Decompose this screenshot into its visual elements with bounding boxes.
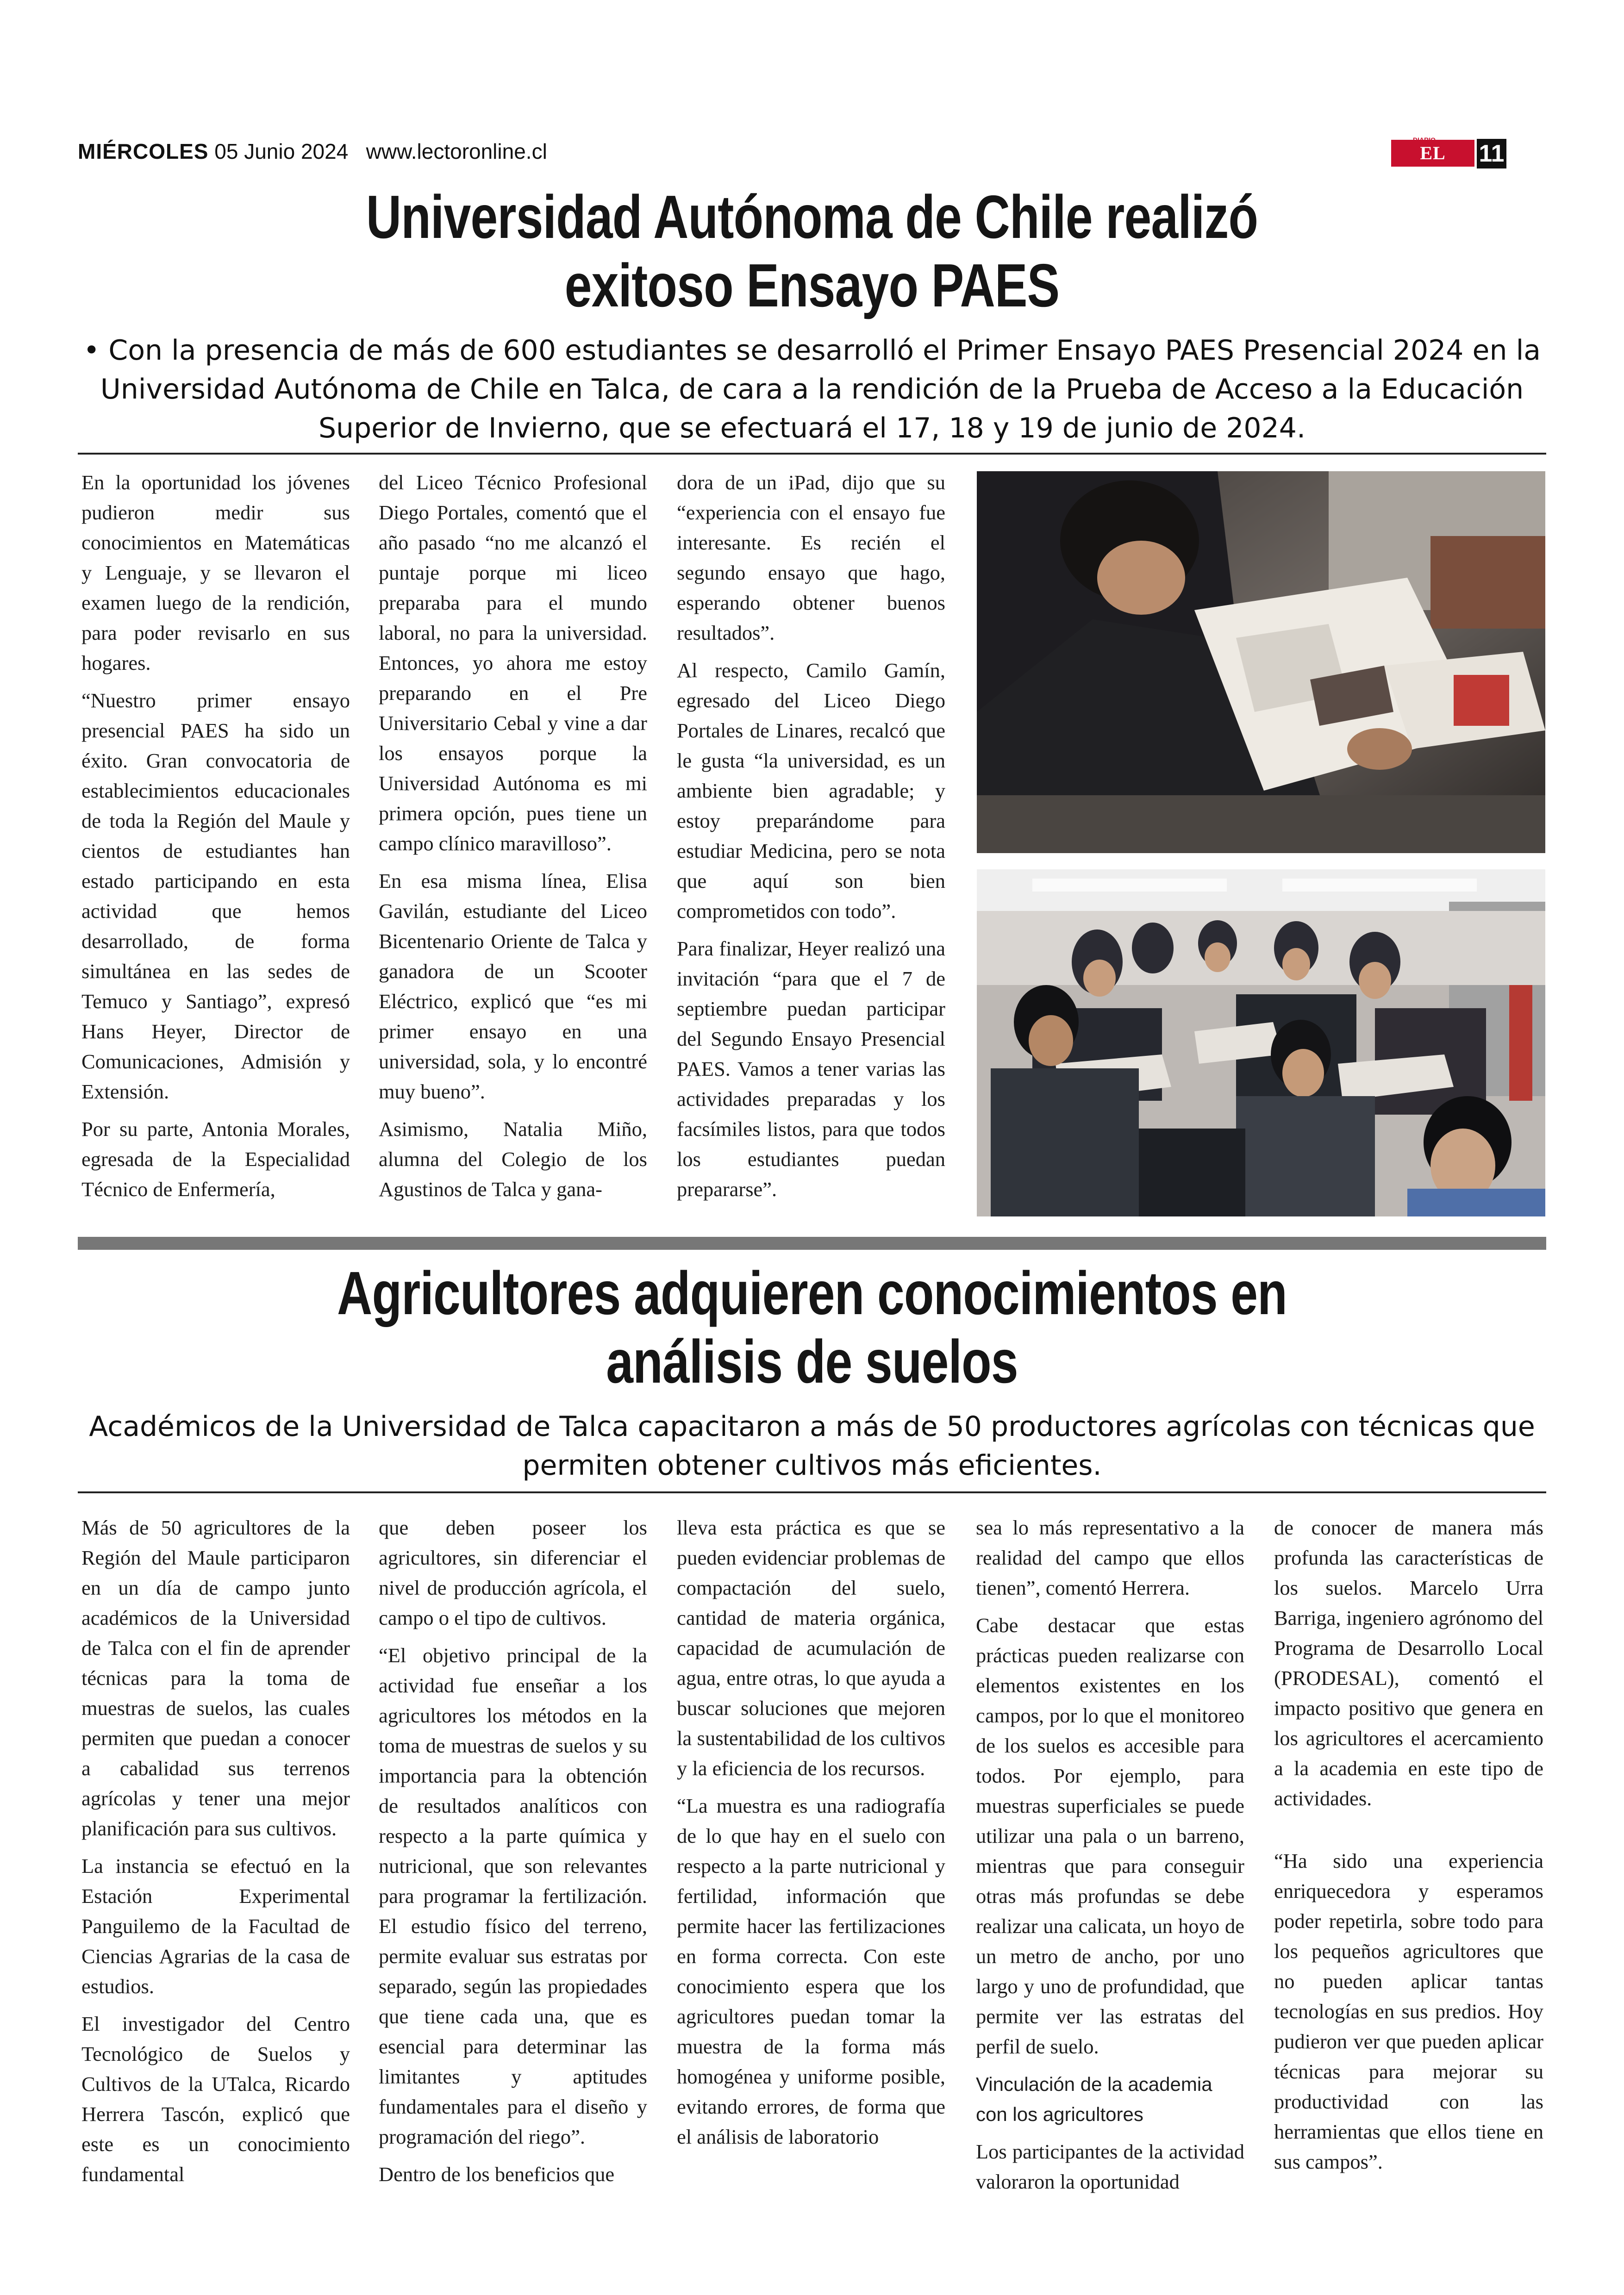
paragraph: sea lo más representativo a la realidad del campo que ellos tienen”, comentó Herrera. — [976, 1516, 1244, 1599]
paragraph: “La muestra es una radiografía de lo que hay en el suelo con respecto a la parte nutricional y fertilidad, información que permite hacer las fertilizaciones en forma correcta. Con este conocimiento espera que los agricultores puedan tomar la muestra de la forma más homogénea y uniforme posible, evitando errores, de forma que el análisis de laboratorio — [677, 1794, 945, 2148]
paragraph: Los participantes de la actividad valoraron la oportunidad — [976, 2140, 1244, 2193]
paragraph: “El objetivo principal de la actividad fue enseñar a los agricultores los métodos en la toma de muestras de suelos y su importancia para la obtención de resultados analíticos con respecto a la parte química y nutricional, que son relevantes para programar la fertilización. El estudio físico del terreno, permite evaluar sus estratas por separado, según las propiedades que tiene cada una, que es esencial para determinar las limitantes y aptitudes fundamentales para el diseño y programación del riego”. — [379, 1644, 647, 2148]
page-number: 11 — [1477, 139, 1506, 168]
paragraph: Por su parte, Antonia Morales, egresada de la Especialidad Técnico de Enfermería, — [81, 1117, 350, 1201]
paragraph: dora de un iPad, dijo que su “experiencia con el ensayo fue interesante. Es recién el segundo ensayo que hago, esperando obtener buenos resultados”. — [677, 471, 945, 644]
paragraph: Para finalizar, Heyer realizó una invitación “para que el 7 de septiembre puedan participar del Segundo Ensayo Presencial PAES. Vamos a tener varias las actividades preparadas y los facsímiles listos, para que todos los estudiantes puedan prepararse”. — [677, 937, 945, 1201]
paragraph: Asimismo, Natalia Miño, alumna del Colegio de los Agustinos de Talca y gana- — [379, 1117, 647, 1201]
date: 05 Junio 2024 — [214, 139, 349, 163]
article2-column-2 — [379, 1513, 647, 2197]
page-header-date — [78, 139, 547, 164]
paragraph: “Nuestro primer ensayo presencial PAES ha sido un éxito. Gran convocatoria de establecimientos educacionales de toda la Región del Maule y cientos de estudiantes han estado participando en esta actividad que hemos desarrollado, de forma simultánea en las sedes de Temuco y Santiago”, expresó Hans Heyer, Director de Comunicaciones, Admisión y Extensión. — [81, 689, 350, 1103]
photo-classroom-students — [977, 869, 1545, 1216]
paragraph: El investigador del Centro Tecnológico de Suelos y Cultivos de la UTalca, Ricardo Herrera Tascón, explicó que este es un conocimiento fundamental — [81, 2012, 350, 2186]
article1-column-1 — [81, 468, 350, 1212]
paragraph: Al respecto, Camilo Gamín, egresado del Liceo Diego Portales de Linares, recalcó que le gusta “la universidad, es un ambiente bien agradable; y estoy preparándome para estudiar Medicina, pero se nota que aquí son bien comprometidos con todo”. — [677, 659, 945, 923]
paragraph: del Liceo Técnico Profesional Diego Portales, comentó que el año pasado “no me alcanzó el puntaje porque mi liceo preparaba para el mundo laboral, no para la universidad. Entonces, yo ahora me estoy preparando en el Pre Universitario Cebal y vine a dar los ensayos porque la Universidad Autónoma es mi primera opción, pues tiene un campo clínico maravilloso”. — [379, 471, 647, 855]
section-separator — [78, 1237, 1546, 1250]
article2-headline-line2: análisis de suelos — [606, 1328, 1018, 1396]
photo-student-writing — [977, 471, 1545, 853]
paragraph: En esa misma línea, Elisa Gavilán, estudiante del Liceo Bicentenario Oriente de Talca y ganadora de un Scooter Eléctrico, explicó que “es mi primer ensayo en una universidad, sola, y lo encontré muy bueno”. — [379, 869, 647, 1103]
article2-column-3 — [677, 1513, 945, 2159]
subheading: Vinculación de la academia con los agricultores — [976, 2073, 1212, 2125]
weekday: MIÉRCOLES — [78, 139, 209, 163]
article2-headline-line1: Agricultores adquieren conocimientos en — [337, 1259, 1287, 1327]
paragraph: Dentro de los beneficios que — [379, 2163, 615, 2186]
paragraph: En la oportunidad los jóvenes pudieron medir sus conocimientos en Matemáticas y Lenguaje, y se llevaron el examen luego de la rendición, para poder revisarlo en sus hogares. — [81, 471, 350, 674]
article2-deck: Académicos de la Universidad de Talca capacitaron a más de 50 productores agrícolas con técnicas que permiten obtener cultivos más eficientes. — [89, 1410, 1535, 1482]
paragraph: Más de 50 agricultores de la Región del Maule participaron en un día de campo junto académicos de la Universidad de Talca con el fin de aprender técnicas para la toma de muestras de suelos, las cuales permiten que puedan a conocer a cabalidad sus terrenos agrícolas y tener una mejor planificación para sus cultivos. — [81, 1516, 350, 1840]
divider-rule — [78, 453, 1546, 455]
paragraph: lleva esta práctica es que se pueden evidenciar problemas de compactación del suelo, cantidad de materia orgánica, capacidad de acumulación de agua, entre otras, lo que ayuda a buscar soluciones que mejoren la sustentabilidad de los cultivos y la eficiencia de los recursos. — [677, 1516, 945, 1780]
article1-column-3 — [677, 468, 945, 1212]
article1-headline-line2: exitoso Ensayo PAES — [564, 251, 1060, 319]
article2-headline — [225, 1259, 1399, 1396]
article2-column-5 — [1274, 1513, 1543, 2184]
article2-column-4 — [976, 1513, 1244, 2204]
article1-headline — [225, 183, 1399, 320]
paragraph: “Ha sido una experiencia enriquecedora y esperamos poder repetirla, sobre todo para los pequeños agricultores que no pueden aplicar tantas tecnologías en sus predios. Hoy pudieron ver que pueden aplicar técnicas para mejorar su productividad con las herramientas que ellos tiene en sus campos”. — [1274, 1849, 1543, 2173]
newspaper-logo: EL LECTOR — [1391, 140, 1474, 167]
paragraph: que deben poseer los agricultores, sin diferenciar el nivel de producción agrícola, el campo o el tipo de cultivos. — [379, 1516, 647, 1629]
article2-column-1 — [81, 1513, 350, 2197]
article1-column-2 — [379, 468, 647, 1212]
paragraph: Cabe destacar que estas prácticas pueden realizarse con elementos existentes en los campos, por lo que el monitoreo de los suelos es accesible para todos. Por ejemplo, para muestras superficiales se puede utilizar una pala o un barreno, mientras que para conseguir otras más profundas se debe realizar una calicata, un hoyo de un metro de ancho, por uno largo y uno de profundidad, que permite ver las estratas del perfil de suelo. — [976, 1614, 1244, 2058]
website-link[interactable]: www.lectoronline.cl — [366, 139, 547, 163]
divider-rule — [78, 1491, 1546, 1493]
paragraph: de conocer de manera más profunda las características de los suelos. Marcelo Urra Barriga, ingeniero agrónomo del Programa de Desarrollo Local (PRODESAL), comentó el impacto positivo que genera en los agricultores el acercamiento a la academia en este tipo de actividades. — [1274, 1516, 1543, 1810]
article1-deck: • Con la presencia de más de 600 estudiantes se desarrolló el Primer Ensayo PAES Presencial 2024 en la Universidad Autónoma de Chile en Talca, de cara a la rendición de la Prueba de Acceso a la Educación Superior de Invierno, que se efectuará el 17, 18 y 19 de junio de 2024. — [83, 334, 1541, 444]
article1-headline-line1: Universidad Autónoma de Chile realizó — [366, 183, 1258, 251]
paragraph: La instancia se efectuó en la Estación Experimental Panguilemo de la Facultad de Ciencias Agrarias de la casa de estudios. — [81, 1854, 350, 1998]
